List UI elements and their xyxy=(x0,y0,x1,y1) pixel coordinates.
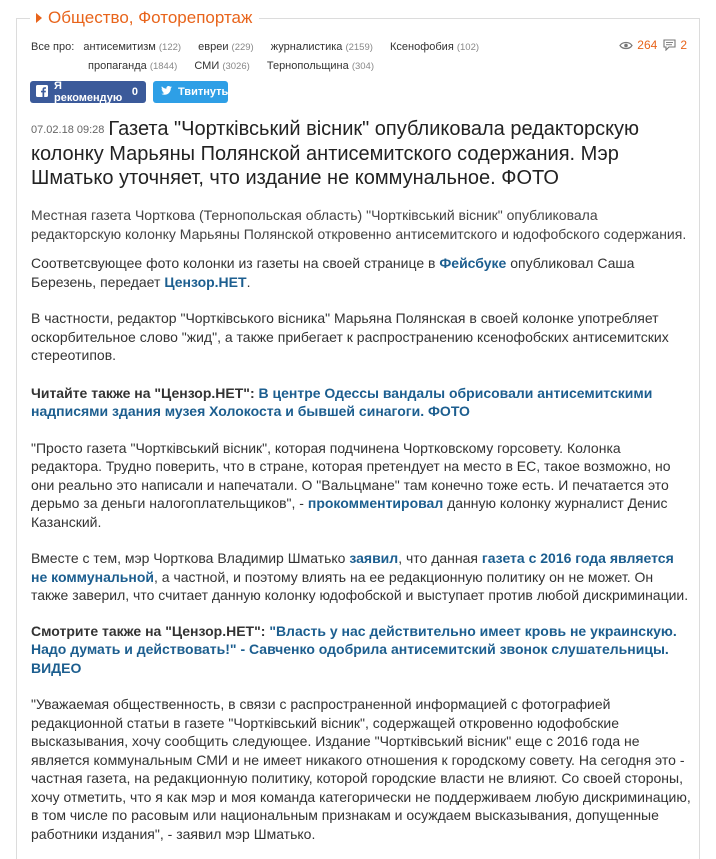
twitter-bird-icon xyxy=(161,86,172,98)
article-paragraph: "Уважаемая общественность, в связи с распространенной информацией с фотографией редакционной статьи в газете "Чортківський вісник", содержащей откровенно юдофобские высказывания, хочу сообщить следующее. Издание "Чортківський вісник" еще с 2016 года не является коммунальным СМИ и не имеет никакого отношения к городскому совету. На сегодня это - частная газета, на редакционную политику, которой городские власти не влияют. Со своей стороны, хочу отметить, что я как мэр и моя команда категорически не поддерживаем любую дискриминацию, в том числе по расовым или национальным признакам и осуждаем высказывания, допущенные работники издания", - заявил мэр Шматько. xyxy=(31,696,691,842)
tag-link[interactable]: журналистика (2159) xyxy=(270,41,373,53)
article-paragraph: Вместе с тем, мэр Чорткова Владимир Шматько заявил, что данная газета с 2016 года является не коммунальной, а частной, и поэтому влиять на ее редакционную политику он не может. Он также заверил, что считает данную колонку юдофобской и выступает против любой дискриминации. xyxy=(31,550,689,603)
tag-link[interactable]: антисемитизм (122) xyxy=(83,41,182,53)
article-date: 07.02.18 09:28 xyxy=(31,124,105,136)
comment-icon[interactable] xyxy=(663,39,676,51)
newspaper-status-link[interactable]: газета с 2016 года является не коммунальной xyxy=(31,550,674,585)
tweet-label: Твитнуть xyxy=(178,86,229,98)
article-title xyxy=(31,117,691,190)
tags-row-1 xyxy=(31,38,591,57)
tags-block xyxy=(31,38,591,76)
article-stats xyxy=(619,38,687,52)
tag-count: (1844) xyxy=(149,61,178,72)
tag-count: (229) xyxy=(231,42,254,53)
arrow-right-icon xyxy=(36,13,42,23)
views-count: 264 xyxy=(637,38,658,52)
tag-count: (122) xyxy=(158,42,182,53)
tag-link[interactable]: СМИ (3026) xyxy=(194,60,250,72)
censor-net-link[interactable]: Цензор.НЕТ xyxy=(164,273,247,290)
facebook-icon xyxy=(36,85,48,100)
tag-count: (3026) xyxy=(222,61,250,72)
tag-link[interactable]: Ксенофобия (102) xyxy=(389,41,480,53)
article-body xyxy=(31,117,691,843)
tag-link[interactable]: евреи (229) xyxy=(198,41,254,53)
tag-link[interactable]: пропаганда (1844) xyxy=(88,60,178,72)
commented-link[interactable]: прокомментировал xyxy=(307,495,444,511)
watch-also-prefix: Смотрите также на "Цензор.НЕТ": xyxy=(31,622,270,639)
article-paragraph: "Просто газета "Чортківський вісник", которая подчинена Чортковскому горсовету. Колонка редактора. Трудно поверить, что в стране, которая претендует на место в ЕС, такое возможно, но они реально это написали и напечатали. О "Вальцмане" там конечно тоже есть. И печатается это дерьмо за деньги налогоплательщиков", - прокомментировал данную колонку журналист Денис Казанский. xyxy=(31,439,671,530)
section-link[interactable]: Общество, Фоторепортаж xyxy=(48,8,253,27)
section-heading xyxy=(30,5,259,31)
tags-row-2 xyxy=(31,57,591,76)
tags-label: Все про: xyxy=(31,41,75,53)
comments-count[interactable]: 2 xyxy=(680,38,687,52)
facebook-link[interactable]: Фейсбуке xyxy=(439,255,507,271)
stated-link[interactable]: заявил xyxy=(349,550,399,566)
watch-also-link[interactable]: "Власть у нас действительно имеет кровь не украинскую. Надо думать и действовать!" - Савченко одобрила антисемитский звонок слушательницы. ВИДЕО xyxy=(31,622,677,676)
facebook-recommend-count: 0 xyxy=(131,86,138,98)
tweet-button[interactable] xyxy=(153,81,228,103)
facebook-recommend-label: Я рекомендую xyxy=(54,80,123,104)
eye-icon xyxy=(619,41,633,50)
tag-count: (102) xyxy=(456,42,480,53)
article-lead: Местная газета Чорткова (Тернопольская область) "Чортківський вісник" опубликовала редакторскую колонку Марьяны Полянской откровенно антисемитского и юдофобского содержания. xyxy=(31,207,687,242)
article-paragraph: В частности, редактор "Чортківського вісника" Марьяна Полянская в своей колонке употребляет оскорбительное слово "жид", а также прибегает к распространению ксенофобских антисемитских стереотипов. xyxy=(31,310,669,363)
article-paragraph: Соответсвующее фото колонки из газеты на своей странице в Фейсбуке опубликовал Саша Березень, передает Цензор.НЕТ. xyxy=(31,255,635,290)
facebook-recommend-button[interactable] xyxy=(30,81,146,103)
tag-count: (2159) xyxy=(345,42,373,53)
watch-also-block xyxy=(31,622,691,678)
read-also-prefix: Читайте также на "Цензор.НЕТ": xyxy=(31,384,259,401)
tag-count: (304) xyxy=(351,61,374,72)
tag-link[interactable]: Тернопольщина (304) xyxy=(266,60,374,72)
social-buttons xyxy=(30,81,228,103)
read-also-block xyxy=(31,384,691,421)
article-title-text: Газета "Чортківський вісник" опубликовала редакторскую колонку Марьяны Полянской антисемитского содержания. Мэр Шматько уточняет, что издание не коммунальное. ФОТО xyxy=(31,118,640,189)
read-also-link[interactable]: В центре Одессы вандалы обрисовали антисемитскими надписями здания музея Холокоста и бывшей синагоги. ФОТО xyxy=(31,384,653,419)
